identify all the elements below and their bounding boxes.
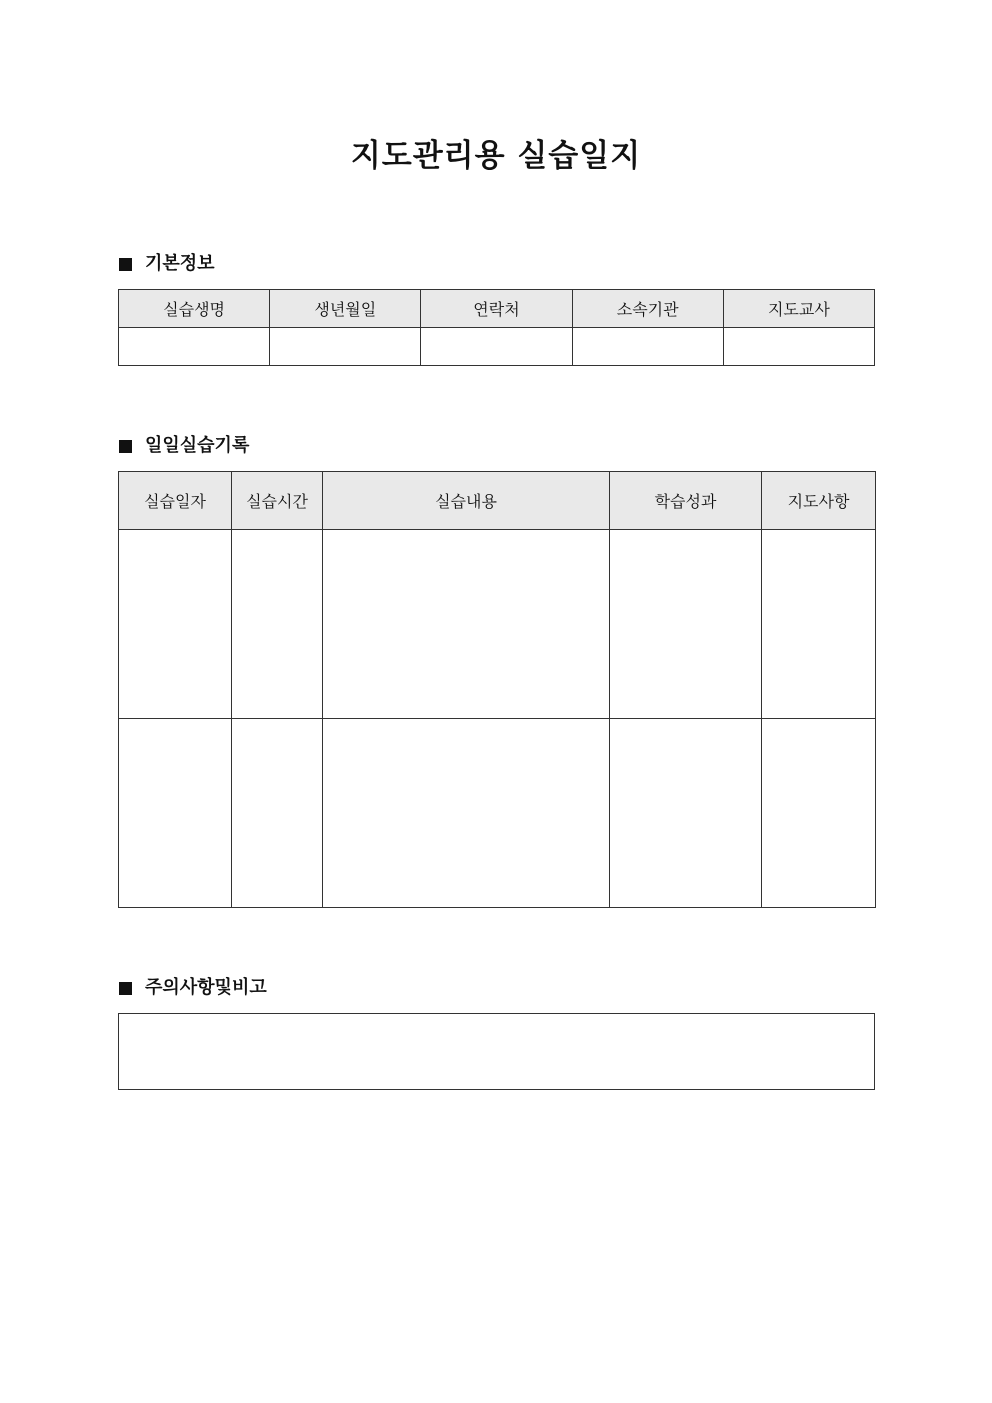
learning-outcome-cell[interactable]: [610, 530, 762, 719]
column-header-practice-time: 실습시간: [232, 472, 323, 530]
filled-square-icon: [119, 440, 132, 453]
practice-time-cell[interactable]: [232, 719, 323, 908]
table-row: [119, 530, 876, 719]
column-header-contact: 연락처: [421, 290, 572, 328]
birthdate-cell[interactable]: [270, 328, 421, 366]
guidance-cell[interactable]: [762, 530, 876, 719]
column-header-practice-content: 실습내용: [323, 472, 610, 530]
learning-outcome-cell[interactable]: [610, 719, 762, 908]
practice-date-cell[interactable]: [119, 530, 232, 719]
notes-box[interactable]: [118, 1013, 875, 1090]
table-header-row: [119, 290, 875, 328]
daily-record-table: [118, 471, 876, 908]
student-name-cell[interactable]: [119, 328, 270, 366]
column-header-student-name: 실습생명: [119, 290, 270, 328]
column-header-practice-date: 실습일자: [119, 472, 232, 530]
column-header-supervisor: 지도교사: [723, 290, 874, 328]
column-header-affiliation: 소속기관: [572, 290, 723, 328]
practice-content-cell[interactable]: [323, 719, 610, 908]
table-row: [119, 328, 875, 366]
basic-info-heading: [119, 251, 215, 277]
table-header-row: [119, 472, 876, 530]
table-row: [119, 719, 876, 908]
basic-info-table: [118, 289, 875, 366]
column-header-birthdate: 생년월일: [270, 290, 421, 328]
basic-info-heading-label: 기본정보: [145, 253, 215, 274]
practice-date-cell[interactable]: [119, 719, 232, 908]
notes-heading: [119, 975, 267, 1001]
supervisor-cell[interactable]: [723, 328, 874, 366]
column-header-learning-outcome: 학습성과: [610, 472, 762, 530]
daily-record-heading: [119, 433, 249, 459]
contact-cell[interactable]: [421, 328, 572, 366]
affiliation-cell[interactable]: [572, 328, 723, 366]
filled-square-icon: [119, 982, 132, 995]
guidance-cell[interactable]: [762, 719, 876, 908]
daily-record-heading-label: 일일실습기록: [145, 435, 250, 456]
notes-heading-label: 주의사항및비고: [145, 977, 267, 998]
filled-square-icon: [119, 258, 132, 271]
page-title: 지도관리용 실습일지: [350, 138, 642, 174]
column-header-guidance: 지도사항: [762, 472, 876, 530]
practice-content-cell[interactable]: [323, 530, 610, 719]
practice-time-cell[interactable]: [232, 530, 323, 719]
